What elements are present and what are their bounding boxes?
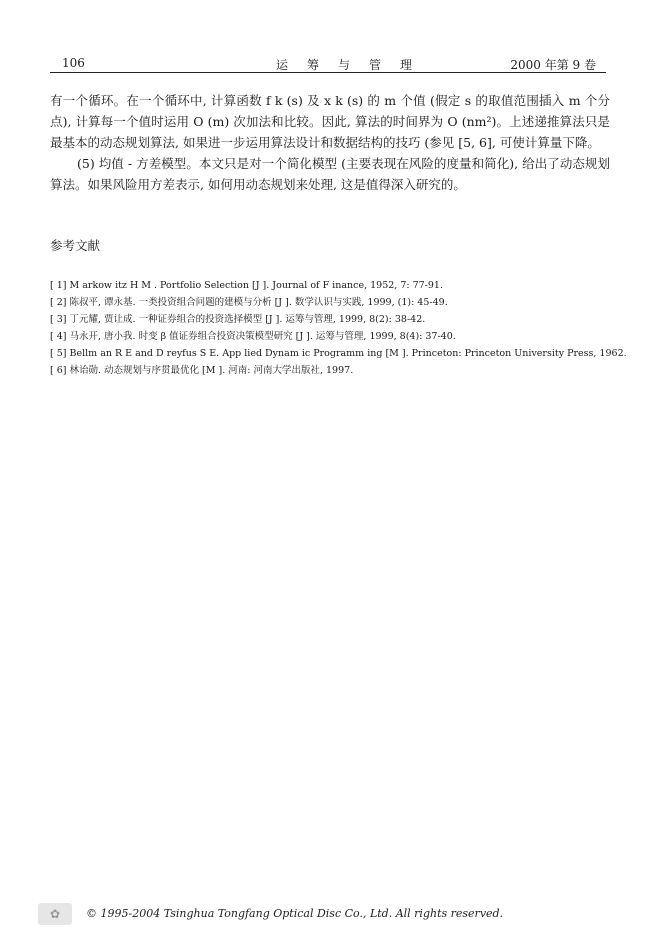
reference-item: [ 2] 陈叔平, 谭永基. 一类投资组合问题的建模与分析 [J ]. 数学认识与实践, 1999, (1): 45-49. [50, 297, 448, 308]
footer [38, 903, 598, 927]
reference-item: [ 3] 丁元耀, 贾让成. 一种证券组合的投资选择模型 [J ]. 运筹与管理, 1999, 8(2): 38-42. [50, 314, 426, 325]
running-header [50, 54, 606, 73]
reference-item: [ 6] 林诒勋. 动态规划与序贯最优化 [M ]. 河南: 河南大学出版社, 1997. [50, 365, 354, 376]
journal-title: 运筹与管理 [276, 58, 432, 72]
paragraph-2: (5) 均值 - 方差模型。本文只是对一个简化模型 (主要表现在风险的度量和简化), 给出了动态规划算法。如果风险用方差表示, 如何用动态规划来处理, 这是值得深入研究的。 [50, 156, 610, 192]
copyright-notice: © 1995-2004 Tsinghua Tongfang Optical Disc Co., Ltd. All rights reserved. [86, 907, 504, 920]
reference-item: [ 1] M arkow itz H M . Portfolio Selection [J ]. Journal of F inance, 1952, 7: 77-91. [50, 280, 443, 291]
page-number: 106 [62, 56, 85, 70]
publisher-logo-icon: ✿ [38, 903, 72, 925]
reference-list [50, 277, 630, 379]
body-text [50, 90, 610, 195]
reference-item: [ 5] Bellm an R E and D reyfus S E. App lied Dynam ic Programm ing [M ]. Princeton: Princeton University Press, 1962. [50, 348, 627, 359]
issue-info: 2000 年第 9 卷 [510, 58, 596, 72]
paragraph-1: 有一个循环。在一个循环中, 计算函数 f k (s) 及 x k (s) 的 m 个值 (假定 s 的取值范围插入 m 个分点), 计算每一个值时运用 O (m) 次加法和比较。因此, 算法的时间界为 O (nm²)。上述递推算法只是最基本的动态规划算法, 如果进一步运用算法设计和数据结构的技巧 (参见 [5, 6], 可使计算量下降。 [50, 93, 610, 150]
references-heading: 参考文献 [50, 238, 101, 253]
reference-item: [ 4] 马永开, 唐小我. 时变 β 值证券组合投资决策模型研究 [J ]. 运筹与管理, 1999, 8(4): 37-40. [50, 331, 456, 342]
